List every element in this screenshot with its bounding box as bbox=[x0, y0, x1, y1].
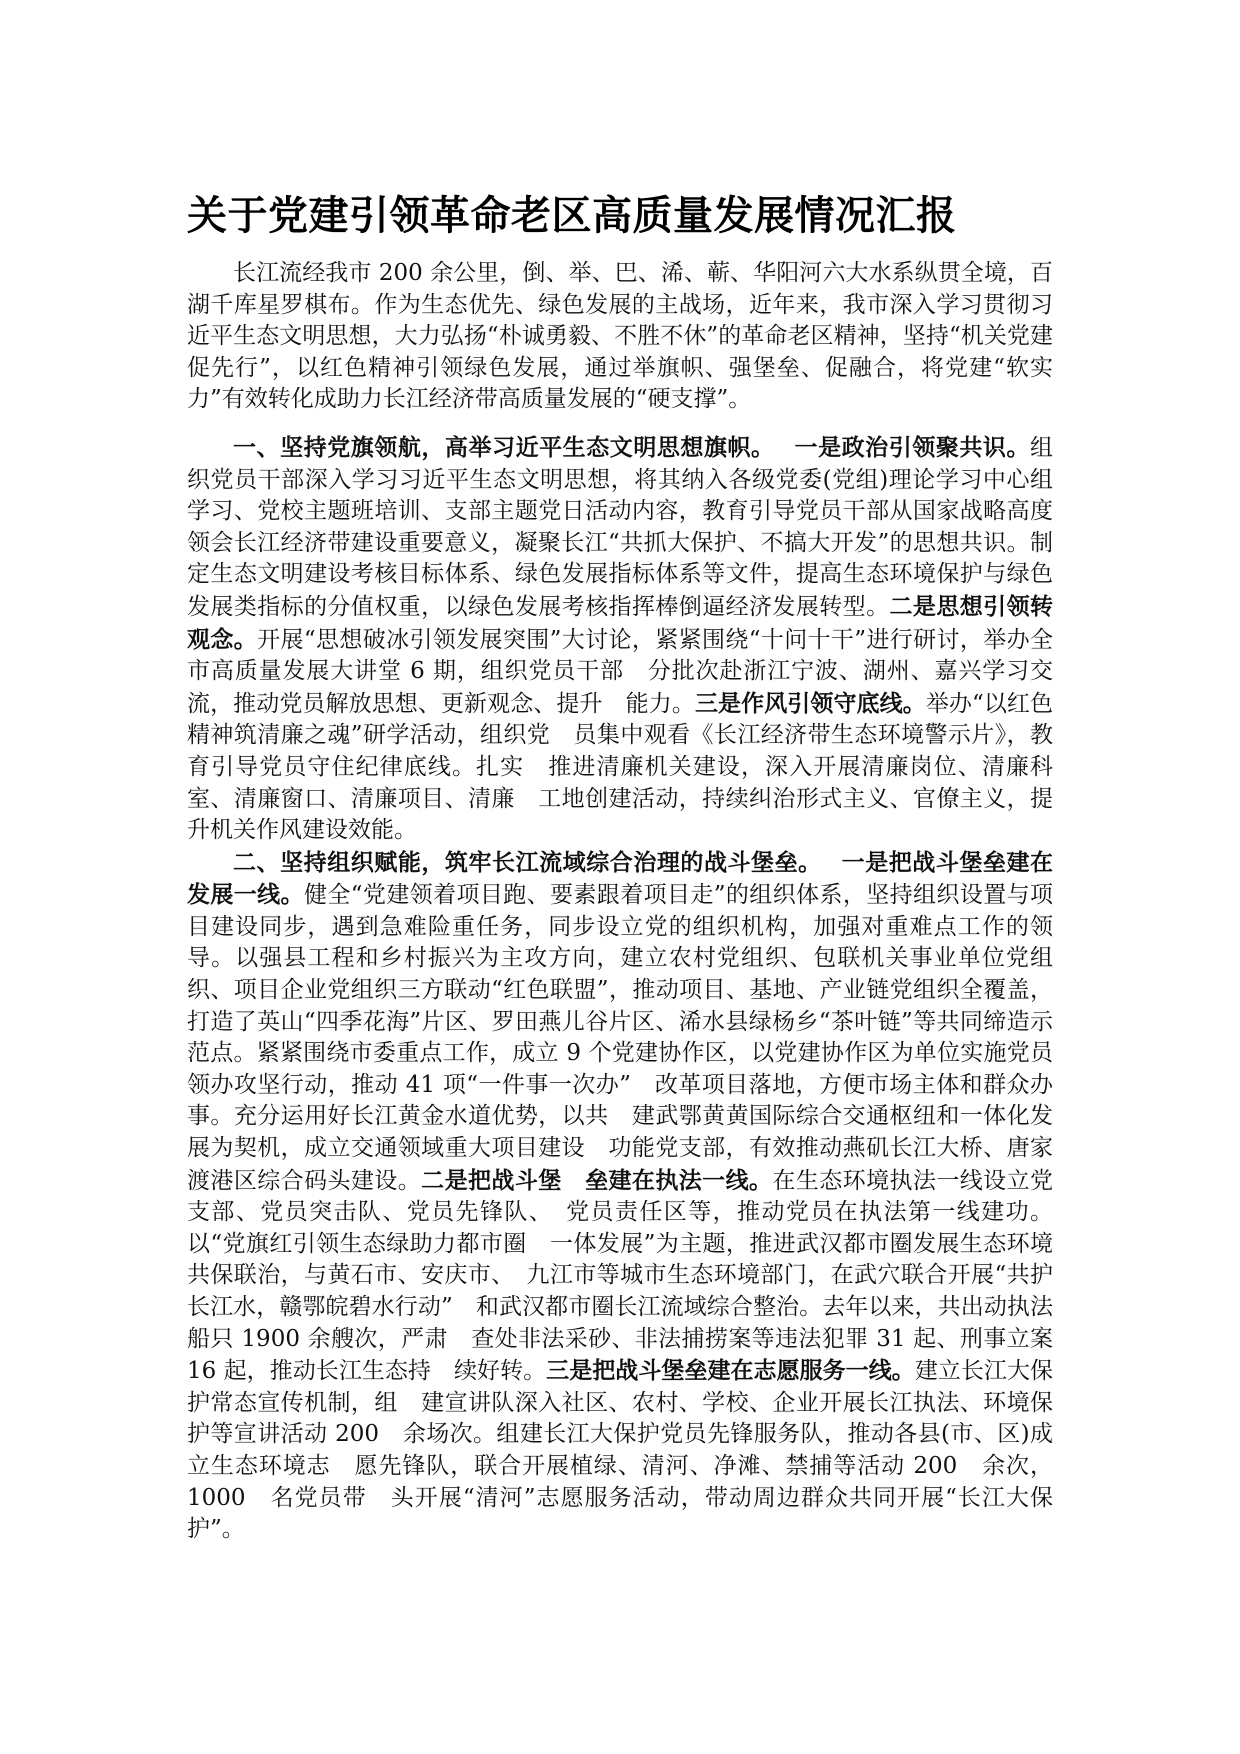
section-1-point-2-text: 开展“思想破冰引领发展突围”大讨论，紧紧围绕“十问十干”进行研讨，举办全市高质量发展大讲堂 6 期，组织党员干部 分批次赴浙江宁波、湖州、嘉兴学习交流，推动党员解放思想、更新观念、提升 能力。 bbox=[187, 626, 1053, 717]
section-1-point-3-text: 举办“以红色精神筑清廉之魂”研学活动，组织党 员集中观看《长江经济带生态环境警示片》，教育引导党员守住纪律底线。扎实 推进清廉机关建设，深入开展清廉岗位、清廉科室、清廉窗口、清廉项目、清廉 工地创建活动，持续纠治形式主义、官僚主义，提升机关作风建设效能。 bbox=[187, 690, 1054, 844]
section-2-point-3-lead: 三是把战斗堡垒建在志愿服务一线。 bbox=[546, 1357, 915, 1385]
section-1-point-3-lead: 三是作风引领守底线。 bbox=[694, 689, 926, 717]
document-title: 关于党建引领革命老区高质量发展情况汇报 bbox=[187, 192, 957, 239]
section-1-heading: 一、坚持党旗领航，高举习近平生态文明思想旗帜。 bbox=[233, 433, 764, 461]
section-1-paragraph bbox=[187, 432, 1053, 847]
section-2-point-2-text: 在生态环境执法一线设立党支部、党员突击队、党员先锋队、 党员责任区等，推动党员在执法第一线建功。以“党旗红引领生态绿助力都市圈 一体发展”为主题，推进武汉都市圈发展生态环境共保联治，与黄石市、安庆市、 九江市等城市生态环境部门，在武穴联合开展“共护长江水，赣鄂皖碧水行动” 和武汉都市圈长江流域综合整治。去年以来，共出动执法船只 1900 余艘次，严肃 查处非法采砂、非法捕捞案等违法犯罪 31 起、刑事立案 16 起，推动长江生态持 续好转。 bbox=[187, 1167, 1054, 1385]
section-2-heading: 二、坚持组织赋能，筑牢长江流域综合治理的战斗堡垒。 bbox=[233, 848, 811, 876]
document-body bbox=[187, 258, 1053, 1546]
section-1-point-1-text: 组织党员干部深入学习习近平生态文明思想，将其纳入各级党委(党组)理论学习中心组学习、党校主题班培训、支部主题党日活动内容，教育引导党员干部从国家战略高度领会长江经济带建设重要意义，凝聚长江“共抓大保护、不搞大开发”的思想共识。制定生态文明建设考核目标体系、绿色发展指标体系等文件，提高生态环境保护与绿色发展类指标的分值权重，以绿色发展考核指挥棒倒逼经济发展转型。 bbox=[187, 434, 1054, 620]
section-2-point-1-lead: 一是把战斗堡垒建在发展一线。 bbox=[187, 848, 1054, 909]
section-2-point-2-lead: 二是把战斗堡 垒建在执法一线。 bbox=[421, 1166, 773, 1194]
intro-paragraph: 长江流经我市 200 余公里，倒、举、巴、浠、蕲、华阳河六大水系纵贯全境，百湖千库星罗棋布。作为生态优先、绿色发展的主战场，近年来，我市深入学习贯彻习近平生态文明思想，大力弘扬“朴诚勇毅、不胜不休”的革命老区精神，坚持“机关党建促先行”，以红色精神引领绿色发展，通过举旗帜、强堡垒、促融合，将党建“软实力”有效转化成助力长江经济带高质量发展的“硬支撑”。 bbox=[187, 260, 1053, 413]
section-2-paragraph bbox=[187, 847, 1053, 1546]
section-1-point-2-lead: 二是思想引领转观念。 bbox=[187, 592, 1054, 653]
section-2-point-3-text: 建立长江大保护常态宣传机制，组 建宣讲队深入社区、农村、学校、企业开展长江执法、环境保护等宣讲活动 200 余场次。组建长江大保护党员先锋服务队，推动各县(市、区)成立生态环境志 愿先锋队，联合开展植绿、清河、净滩、禁捕等活动 200 余次，1000 名党员带 头开展“清河”志愿服务活动，带动周边群众共同开展“长江大保护”。 bbox=[187, 1358, 1054, 1543]
section-2-point-1-text: 健全“党建领着项目跑、要素跟着项目走”的组织体系，坚持组织设置与项目建设同步，遇到急难险重任务，同步设立党的组织机构，加强对重难点工作的领导。以强县工程和乡村振兴为主攻方向，建立农村党组织、包联机关事业单位党组织、项目企业党组织三方联动“红色联盟”，推动项目、基地、产业链党组织全覆盖，打造了英山“四季花海”片区、罗田燕儿谷片区、浠水县绿杨乡“茶叶链”等共同缔造示范点。紧紧围绕市委重点工作，成立 9 个党建协作区，以党建协作区为单位实施党员领办攻坚行动，推动 41 项“一件事一次办” 改革项目落地，方便市场主体和群众办事。充分运用好长江黄金水道优势，以共 建武鄂黄黄国际综合交通枢纽和一体化发展为契机，成立交通领域重大项目建设 功能党支部，有效推动燕矶长江大桥、唐家渡港区综合码头建设。 bbox=[187, 882, 1053, 1194]
section-1-point-1-lead: 一是政治引领聚共识。 bbox=[794, 433, 1031, 461]
